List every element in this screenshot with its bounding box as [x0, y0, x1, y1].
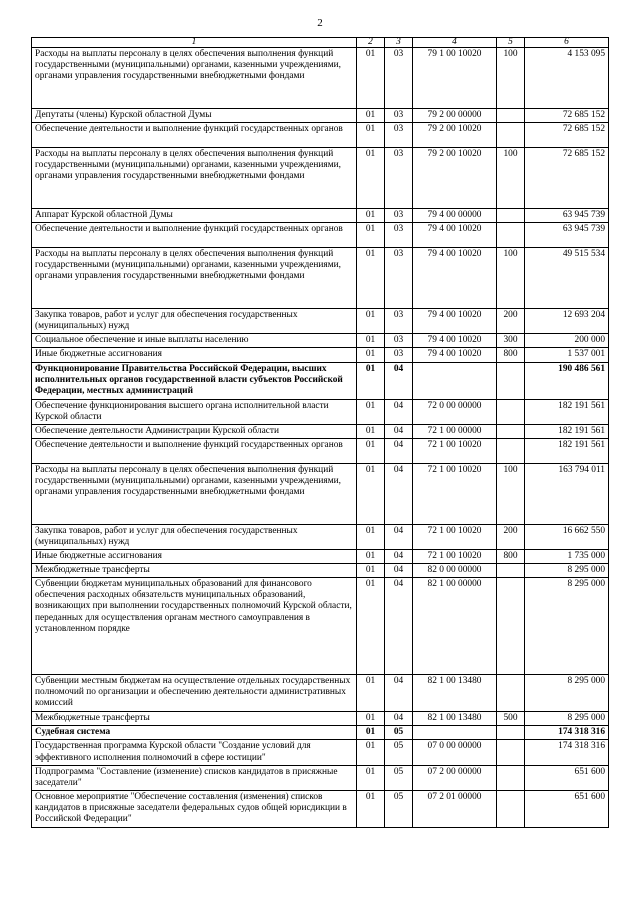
table-row — [32, 362, 609, 399]
row-name-cell: Расходы на выплаты персоналу в целях обеспечения выполнения функций государственными (муниципальными) органами, казенными учреждениями, органами управления государственными внебюджетными фондами — [32, 48, 357, 109]
row-name-cell: Функционирование Правительства Российской Федерации, высших исполнительных органов государственной власти субъектов Российской Федерации, местных администраций — [32, 362, 357, 399]
section-code-cell: 01 — [357, 564, 385, 578]
target-article-cell: 72 0 00 00000 — [413, 399, 497, 424]
subsection-code-cell: 03 — [385, 123, 413, 148]
target-article-cell: 79 2 00 10020 — [413, 148, 497, 209]
row-name-cell: Иные бюджетные ассигнования — [32, 550, 357, 564]
row-name-cell: Судебная система — [32, 726, 357, 740]
subsection-code-cell: 03 — [385, 209, 413, 223]
subsection-code-cell: 04 — [385, 675, 413, 712]
table-row — [32, 223, 609, 248]
subsection-code-cell: 03 — [385, 348, 413, 362]
section-code-cell: 01 — [357, 148, 385, 209]
row-name-cell: Аппарат Курской областной Думы — [32, 209, 357, 223]
section-code-cell: 01 — [357, 109, 385, 123]
target-article-cell: 79 2 00 10020 — [413, 123, 497, 148]
row-name-cell: Межбюджетные трансферты — [32, 712, 357, 726]
amount-cell: 174 318 316 — [525, 740, 609, 765]
amount-cell: 8 295 000 — [525, 712, 609, 726]
table-row — [32, 334, 609, 348]
expense-type-cell: 100 — [497, 248, 525, 309]
expense-type-cell — [497, 399, 525, 424]
column-header: 6 — [525, 38, 609, 48]
section-code-cell: 01 — [357, 424, 385, 438]
subsection-code-cell: 03 — [385, 309, 413, 334]
expense-type-cell: 200 — [497, 524, 525, 549]
amount-cell: 200 000 — [525, 334, 609, 348]
target-article-cell: 07 2 01 00000 — [413, 790, 497, 827]
row-name-cell: Субвенции бюджетам муниципальных образований для финансового обеспечения расходных обязательств муниципальных образований, возникающих при выполнении государственных полномочий Курской области, переданных для осуществления органам местного самоуправления в установленном порядке — [32, 578, 357, 675]
row-name-cell: Обеспечение деятельности и выполнение функций государственных органов — [32, 123, 357, 148]
amount-cell: 72 685 152 — [525, 109, 609, 123]
expense-type-cell — [497, 765, 525, 790]
table-row — [32, 550, 609, 564]
row-name-cell: Расходы на выплаты персоналу в целях обеспечения выполнения функций государственными (муниципальными) органами, казенными учреждениями, органами управления государственными внебюджетными фондами — [32, 463, 357, 524]
subsection-code-cell: 04 — [385, 362, 413, 399]
expense-type-cell: 100 — [497, 48, 525, 109]
expense-type-cell — [497, 123, 525, 148]
target-article-cell: 79 4 00 10020 — [413, 309, 497, 334]
column-header: 3 — [385, 38, 413, 48]
table-row — [32, 399, 609, 424]
table-row — [32, 740, 609, 765]
amount-cell: 163 794 011 — [525, 463, 609, 524]
subsection-code-cell: 05 — [385, 790, 413, 827]
column-header: 1 — [32, 38, 357, 48]
expense-type-cell: 100 — [497, 463, 525, 524]
section-code-cell: 01 — [357, 123, 385, 148]
section-code-cell: 01 — [357, 578, 385, 675]
expense-type-cell — [497, 726, 525, 740]
target-article-cell — [413, 726, 497, 740]
page-number: 2 — [317, 17, 323, 29]
target-article-cell: 79 1 00 10020 — [413, 48, 497, 109]
section-code-cell: 01 — [357, 463, 385, 524]
expense-type-cell: 100 — [497, 148, 525, 209]
section-code-cell: 01 — [357, 334, 385, 348]
table-row — [32, 765, 609, 790]
expense-type-cell: 800 — [497, 550, 525, 564]
column-header: 2 — [357, 38, 385, 48]
expense-type-cell — [497, 209, 525, 223]
subsection-code-cell: 04 — [385, 438, 413, 463]
row-name-cell: Расходы на выплаты персоналу в целях обеспечения выполнения функций государственными (муниципальными) органами, казенными учреждениями, органами управления государственными внебюджетными фондами — [32, 148, 357, 209]
target-article-cell: 72 1 00 10020 — [413, 438, 497, 463]
section-code-cell: 01 — [357, 712, 385, 726]
subsection-code-cell: 05 — [385, 740, 413, 765]
subsection-code-cell: 03 — [385, 223, 413, 248]
section-code-cell: 01 — [357, 524, 385, 549]
table-row — [32, 578, 609, 675]
amount-cell: 49 515 534 — [525, 248, 609, 309]
section-code-cell: 01 — [357, 790, 385, 827]
section-code-cell: 01 — [357, 223, 385, 248]
row-name-cell: Иные бюджетные ассигнования — [32, 348, 357, 362]
row-name-cell: Обеспечение деятельности и выполнение функций государственных органов — [32, 438, 357, 463]
amount-cell: 182 191 561 — [525, 438, 609, 463]
amount-cell: 63 945 739 — [525, 209, 609, 223]
table-row — [32, 248, 609, 309]
amount-cell: 8 295 000 — [525, 564, 609, 578]
target-article-cell: 79 4 00 10020 — [413, 223, 497, 248]
subsection-code-cell: 04 — [385, 424, 413, 438]
subsection-code-cell: 04 — [385, 463, 413, 524]
subsection-code-cell: 03 — [385, 48, 413, 109]
section-code-cell: 01 — [357, 550, 385, 564]
row-name-cell: Обеспечение деятельности Администрации Курской области — [32, 424, 357, 438]
section-code-cell: 01 — [357, 362, 385, 399]
row-name-cell: Основное мероприятие "Обеспечение составления (изменения) списков кандидатов в присяжные заседатели федеральных судов общей юрисдикции в Российской Федерации" — [32, 790, 357, 827]
subsection-code-cell: 03 — [385, 248, 413, 309]
table-row — [32, 424, 609, 438]
subsection-code-cell: 04 — [385, 399, 413, 424]
table-row — [32, 712, 609, 726]
row-name-cell: Расходы на выплаты персоналу в целях обеспечения выполнения функций государственными (муниципальными) органами, казенными учреждениями, органами управления государственными внебюджетными фондами — [32, 248, 357, 309]
target-article-cell: 82 1 00 13480 — [413, 712, 497, 726]
amount-cell: 1 537 001 — [525, 348, 609, 362]
expense-type-cell: 200 — [497, 309, 525, 334]
table-row — [32, 309, 609, 334]
table-row — [32, 790, 609, 827]
amount-cell: 63 945 739 — [525, 223, 609, 248]
amount-cell: 1 735 000 — [525, 550, 609, 564]
section-code-cell: 01 — [357, 248, 385, 309]
amount-cell: 651 600 — [525, 765, 609, 790]
amount-cell: 12 693 204 — [525, 309, 609, 334]
table-row — [32, 348, 609, 362]
target-article-cell: 79 4 00 00000 — [413, 209, 497, 223]
subsection-code-cell: 04 — [385, 550, 413, 564]
section-code-cell: 01 — [357, 740, 385, 765]
target-article-cell: 82 1 00 13480 — [413, 675, 497, 712]
target-article-cell: 72 1 00 10020 — [413, 463, 497, 524]
subsection-code-cell: 04 — [385, 712, 413, 726]
section-code-cell: 01 — [357, 48, 385, 109]
section-code-cell: 01 — [357, 399, 385, 424]
amount-cell: 190 486 561 — [525, 362, 609, 399]
expense-type-cell — [497, 109, 525, 123]
amount-cell: 182 191 561 — [525, 424, 609, 438]
row-name-cell: Депутаты (члены) Курской областной Думы — [32, 109, 357, 123]
row-name-cell: Государственная программа Курской области "Создание условий для эффективного исполнения полномочий в сфере юстиции" — [32, 740, 357, 765]
amount-cell: 8 295 000 — [525, 675, 609, 712]
row-name-cell: Подпрограмма "Составление (изменение) списков кандидатов в присяжные заседатели" — [32, 765, 357, 790]
target-article-cell: 07 2 00 00000 — [413, 765, 497, 790]
target-article-cell: 79 4 00 10020 — [413, 334, 497, 348]
subsection-code-cell: 03 — [385, 109, 413, 123]
subsection-code-cell: 05 — [385, 726, 413, 740]
target-article-cell: 72 1 00 10020 — [413, 550, 497, 564]
amount-cell: 72 685 152 — [525, 123, 609, 148]
expense-type-cell — [497, 424, 525, 438]
expense-type-cell — [497, 223, 525, 248]
expense-type-cell — [497, 564, 525, 578]
row-name-cell: Социальное обеспечение и иные выплаты населению — [32, 334, 357, 348]
section-code-cell: 01 — [357, 726, 385, 740]
subsection-code-cell: 04 — [385, 564, 413, 578]
expense-type-cell — [497, 578, 525, 675]
target-article-cell — [413, 362, 497, 399]
target-article-cell: 79 4 00 10020 — [413, 348, 497, 362]
target-article-cell: 79 4 00 10020 — [413, 248, 497, 309]
expense-type-cell — [497, 740, 525, 765]
section-code-cell: 01 — [357, 675, 385, 712]
section-code-cell: 01 — [357, 438, 385, 463]
table-row — [32, 209, 609, 223]
table-row — [32, 123, 609, 148]
row-name-cell: Обеспечение функционирования высшего органа исполнительной власти Курской области — [32, 399, 357, 424]
row-name-cell: Обеспечение деятельности и выполнение функций государственных органов — [32, 223, 357, 248]
table-row — [32, 524, 609, 549]
expense-type-cell — [497, 438, 525, 463]
table-row — [32, 463, 609, 524]
table-row — [32, 109, 609, 123]
expense-type-cell: 800 — [497, 348, 525, 362]
row-name-cell: Субвенции местным бюджетам на осуществление отдельных государственных полномочий по организации и обеспечению деятельности административных комиссий — [32, 675, 357, 712]
amount-cell: 72 685 152 — [525, 148, 609, 209]
row-name-cell: Закупка товаров, работ и услуг для обеспечения государственных (муниципальных) нужд — [32, 524, 357, 549]
amount-cell: 174 318 316 — [525, 726, 609, 740]
table-row — [32, 675, 609, 712]
section-code-cell: 01 — [357, 209, 385, 223]
row-name-cell: Межбюджетные трансферты — [32, 564, 357, 578]
expense-type-cell: 500 — [497, 712, 525, 726]
expense-type-cell — [497, 790, 525, 827]
row-name-cell: Закупка товаров, работ и услуг для обеспечения государственных (муниципальных) нужд — [32, 309, 357, 334]
target-article-cell: 82 0 00 00000 — [413, 564, 497, 578]
expense-type-cell — [497, 362, 525, 399]
subsection-code-cell: 04 — [385, 524, 413, 549]
section-code-cell: 01 — [357, 309, 385, 334]
subsection-code-cell: 04 — [385, 578, 413, 675]
target-article-cell: 72 1 00 00000 — [413, 424, 497, 438]
subsection-code-cell: 05 — [385, 765, 413, 790]
expense-type-cell: 300 — [497, 334, 525, 348]
table-row — [32, 48, 609, 109]
table-row — [32, 726, 609, 740]
column-header: 4 — [413, 38, 497, 48]
subsection-code-cell: 03 — [385, 334, 413, 348]
subsection-code-cell: 03 — [385, 148, 413, 209]
table-header-row — [32, 38, 609, 48]
column-header: 5 — [497, 38, 525, 48]
target-article-cell: 72 1 00 10020 — [413, 524, 497, 549]
amount-cell: 651 600 — [525, 790, 609, 827]
section-code-cell: 01 — [357, 348, 385, 362]
section-code-cell: 01 — [357, 765, 385, 790]
amount-cell: 4 153 095 — [525, 48, 609, 109]
budget-table — [31, 37, 609, 828]
amount-cell: 182 191 561 — [525, 399, 609, 424]
amount-cell: 8 295 000 — [525, 578, 609, 675]
target-article-cell: 79 2 00 00000 — [413, 109, 497, 123]
amount-cell: 16 662 550 — [525, 524, 609, 549]
target-article-cell: 82 1 00 00000 — [413, 578, 497, 675]
table-row — [32, 148, 609, 209]
expense-type-cell — [497, 675, 525, 712]
table-row — [32, 438, 609, 463]
target-article-cell: 07 0 00 00000 — [413, 740, 497, 765]
table-row — [32, 564, 609, 578]
